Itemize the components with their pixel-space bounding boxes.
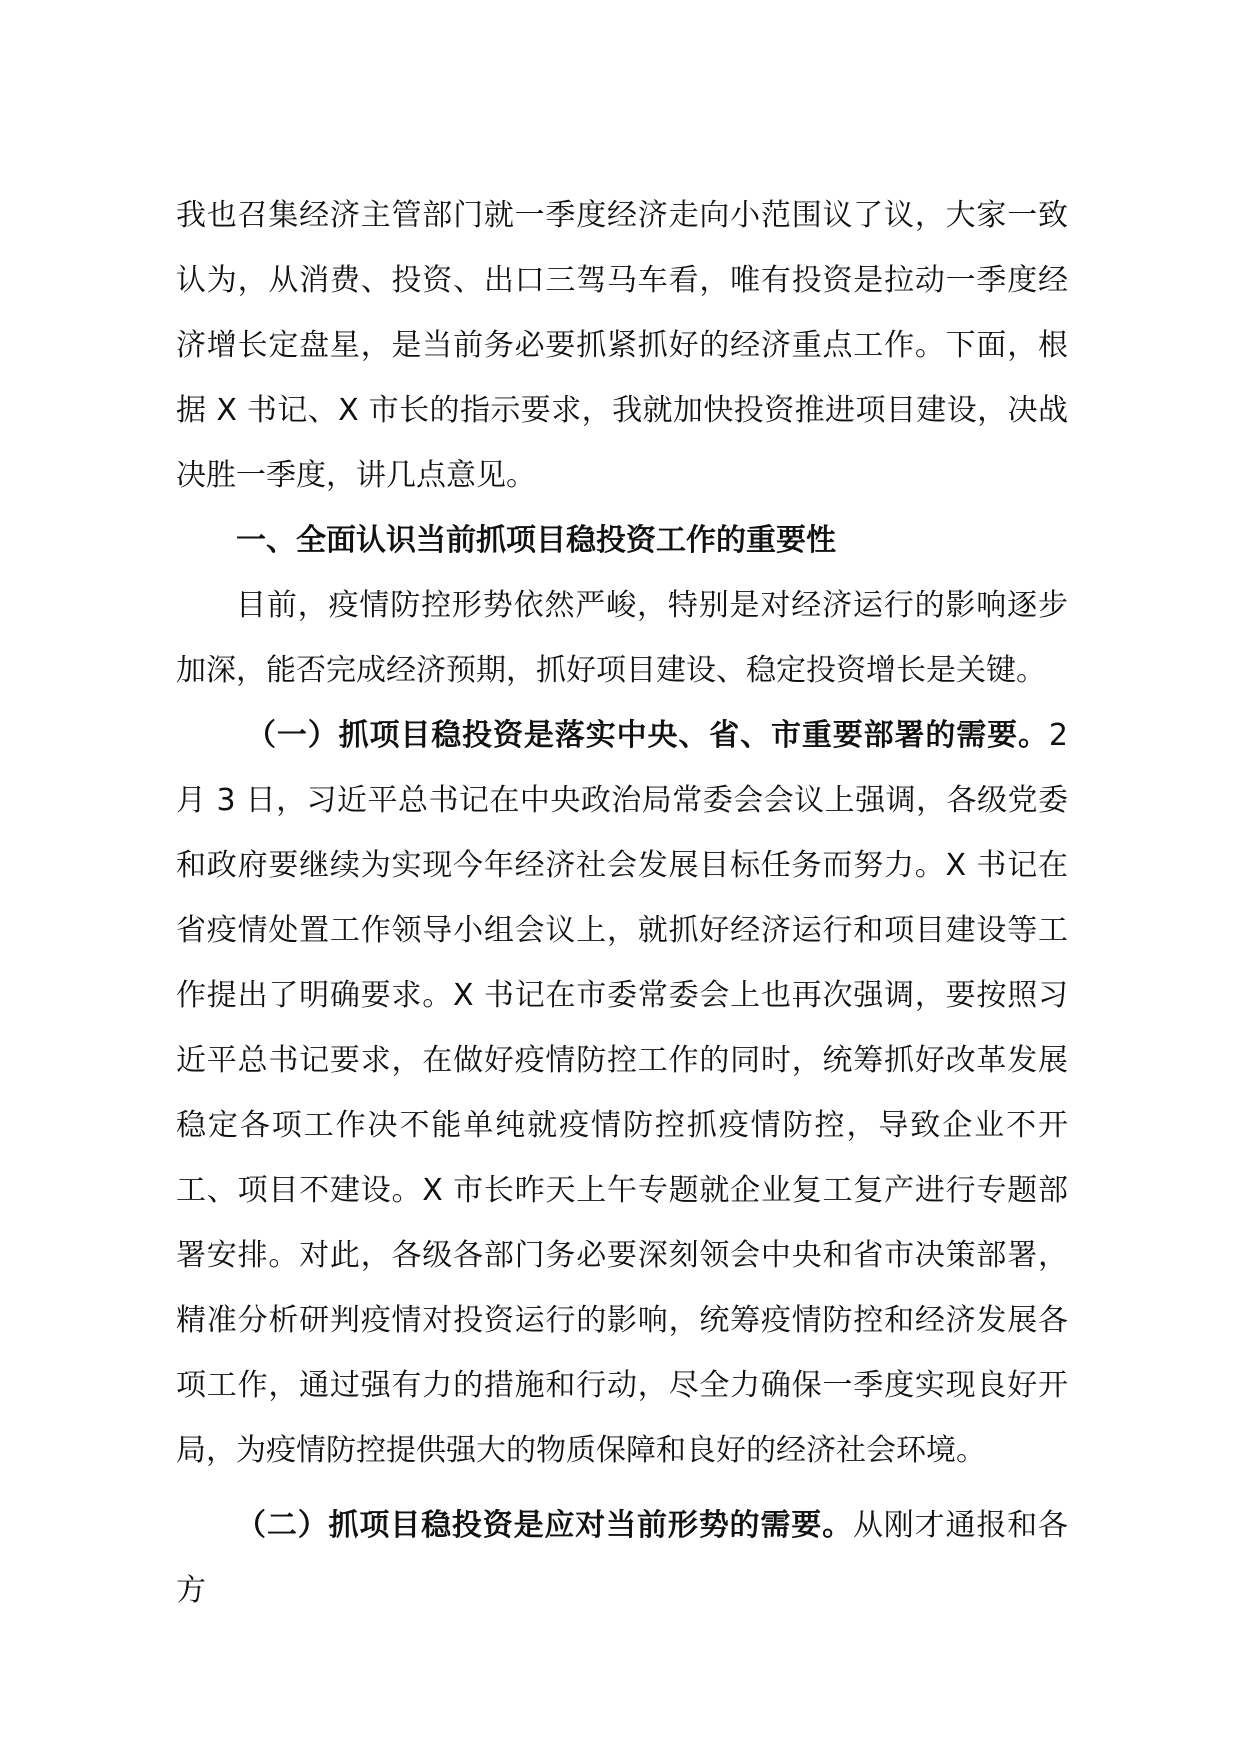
section-heading: 一、全面认识当前抓项目稳投资工作的重要性 <box>236 523 836 558</box>
paragraph-situation: 目前，疫情防控形势依然严峻，特别是对经济运行的影响逐步加深，能否完成经济预期，抓好项目建设、稳定投资增长是关键。 <box>176 588 1068 688</box>
point-one-lead: （一）抓项目稳投资是落实中央、省、市重要部署的需要。 <box>246 718 1049 753</box>
document-page <box>176 183 1068 1623</box>
point-one-body: 2 月 3 日，习近平总书记在中央政治局常委会会议上强调，各级党委和政府要继续为实现今年经济社会发展目标任务而努力。X 书记在省疫情处置工作领导小组会议上，就抓好经济运行和项目建设等工作提出了明确要求。X 书记在市委常委会上也再次强调，要按照习近平总书记要求，在做好疫情防控工作的同时，统筹抓好改革发展稳定各项工作决不能单纯就疫情防控抓疫情防控，导致企业不开工、项目不建设。X 市长昨天上午专题就企业复工复产进行专题部署安排。对此，各级各部门务必要深刻领会中央和省市决策部署，精准分析研判疫情对投资运行的影响，统筹疫情防控和经济发展各项工作，通过强有力的措施和行动，尽全力确保一季度实现良好开局，为疫情防控提供强大的物质保障和良好的经济社会环境。 <box>176 718 1068 1468</box>
point-two-body: 从刚才通报和各方 <box>176 1508 1069 1608</box>
point-two-lead: （二）抓项目稳投资是应对当前形势的需要。 <box>236 1508 853 1543</box>
paragraph-intro: 我也召集经济主管部门就一季度经济走向小范围议了议，大家一致认为，从消费、投资、出口三驾马车看，唯有投资是拉动一季度经济增长定盘星，是当前务必要抓紧抓好的经济重点工作。下面，根据 X 书记、X 市长的指示要求，我就加快投资推进项目建设，决战决胜一季度，讲几点意见。 <box>176 198 1068 493</box>
paragraph-point-one <box>176 703 1068 1483</box>
paragraph-point-two <box>176 1493 1068 1623</box>
